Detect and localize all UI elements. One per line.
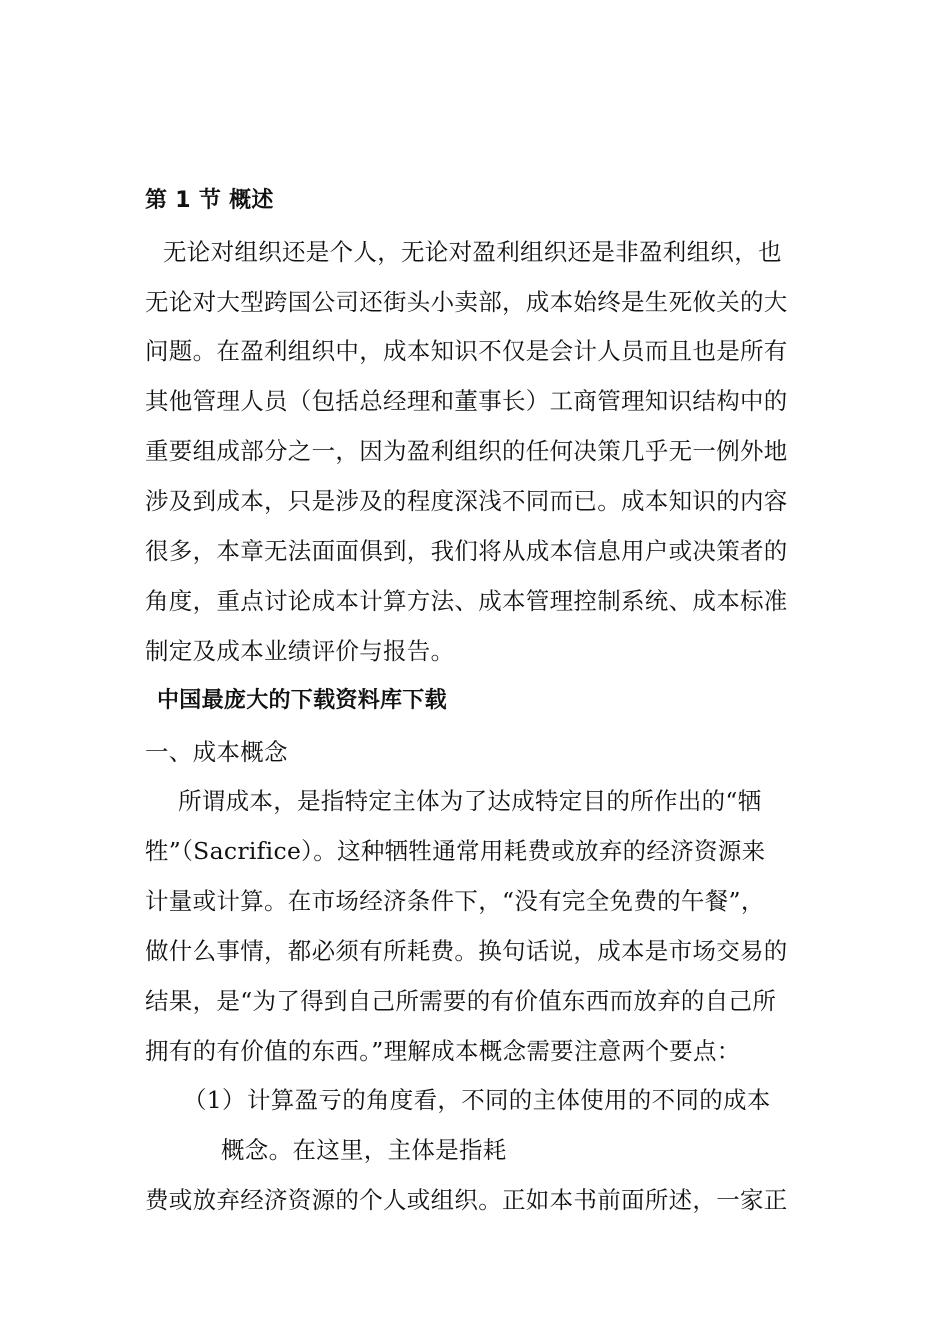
point-1-line-1: 计算盈亏的角度看，不同的主体使用的不同的成本 <box>247 1086 771 1114</box>
concept-line-5: 结果，是“为了得到自己所需要的有价值东西而放弃的自己所 <box>145 987 777 1015</box>
concept-line-6: 拥有的有价值的东西。”理解成本概念需要注意两个要点： <box>145 1037 741 1065</box>
download-banner: 中国最庞大的下载资料库下载 <box>157 688 447 713</box>
concept-line-3: 计量或计算。在市场经济条件下，“没有完全免费的午餐”， <box>145 887 765 915</box>
intro-line-3: 问题。在盈利组织中，成本知识不仅是会计人员而且也是所有 <box>145 337 788 365</box>
point-1-line-3: 费或放弃经济资源的个人或组织。正如本书前面所述，一家正 <box>145 1186 788 1214</box>
concept-line-2: 牲”（Sacrifice）。这种牺牲通常用耗费或放弃的经济资源来 <box>145 837 766 865</box>
concept-line-1: 所谓成本，是指特定主体为了达成特定目的所作出的“牺 <box>178 787 762 815</box>
intro-line-8: 角度，重点讨论成本计算方法、成本管理控制系统、成本标准 <box>145 587 788 615</box>
section-title: 第 1 节 概述 <box>145 188 274 213</box>
concept-line-4: 做什么事情，都必须有所耗费。换句话说，成本是市场交易的 <box>145 937 788 965</box>
point-1-number: （1） <box>183 1086 246 1114</box>
intro-line-6: 涉及到成本，只是涉及的程度深浅不同而已。成本知识的内容 <box>145 487 788 515</box>
intro-line-9: 制定及成本业绩评价与报告。 <box>145 637 455 665</box>
intro-line-7: 很多，本章无法面面俱到，我们将从成本信息用户或决策者的 <box>145 537 788 565</box>
intro-line-5: 重要组成部分之一，因为盈利组织的任何决策几乎无一例外地 <box>145 437 788 465</box>
subsection-title: 一、成本概念 <box>145 738 288 766</box>
point-1-line-2: 概念。在这里，主体是指耗 <box>221 1136 507 1164</box>
intro-line-4: 其他管理人员（包括总经理和董事长）工商管理知识结构中的 <box>145 387 788 415</box>
intro-line-2: 无论对大型跨国公司还街头小卖部，成本始终是生死攸关的大 <box>145 288 788 316</box>
intro-line-1: 无论对组织还是个人，无论对盈利组织还是非盈利组织，也 <box>163 238 782 266</box>
